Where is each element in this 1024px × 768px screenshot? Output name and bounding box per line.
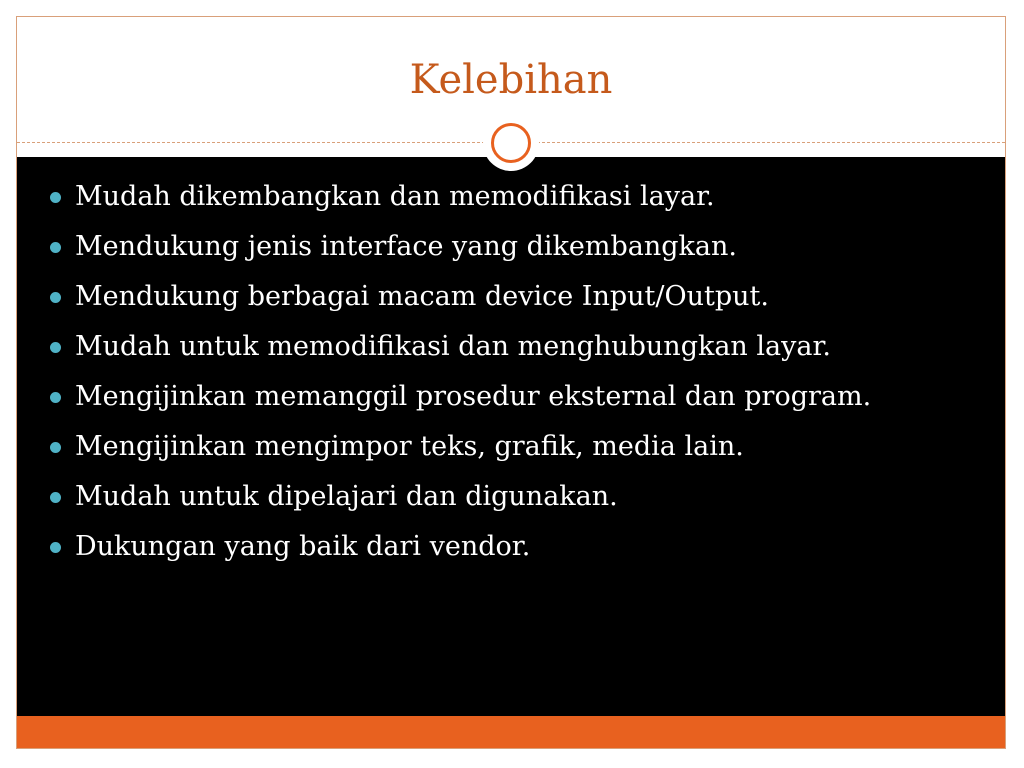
circle-ring-icon: [483, 115, 539, 171]
bullet-text: Mudah untuk memodifikasi dan menghubungkan layar.: [75, 331, 832, 362]
bullet-dot-icon: [50, 392, 61, 403]
bullet-dot-icon: [50, 492, 61, 503]
bullet-list: [47, 177, 967, 577]
bullet-text: Mudah dikembangkan dan memodifikasi layar.: [75, 181, 715, 212]
bullet-text: Mudah untuk dipelajari dan digunakan.: [75, 481, 618, 512]
list-item: [47, 377, 967, 417]
bullet-dot-icon: [50, 242, 61, 253]
bullet-dot-icon: [50, 442, 61, 453]
bullet-text: Mendukung berbagai macam device Input/Output.: [75, 281, 769, 312]
bullet-dot-icon: [50, 192, 61, 203]
list-item: [47, 227, 967, 267]
bullet-text: Mengijinkan memanggil prosedur eksternal dan program.: [75, 381, 872, 412]
bullet-text: Mendukung jenis interface yang dikembangkan.: [75, 231, 737, 262]
bullet-dot-icon: [50, 292, 61, 303]
circle-ring-inner: [491, 123, 531, 163]
list-item: [47, 477, 967, 517]
list-item: [47, 277, 967, 317]
bullet-text: Mengijinkan mengimpor teks, grafik, media lain.: [75, 431, 744, 462]
list-item: [47, 327, 967, 367]
footer-bar: [17, 716, 1005, 749]
bullet-dot-icon: [50, 542, 61, 553]
list-item: [47, 527, 967, 567]
list-item: [47, 177, 967, 217]
list-item: [47, 427, 967, 467]
bullet-text: Dukungan yang baik dari vendor.: [75, 531, 531, 562]
slide-title: Kelebihan: [409, 57, 613, 103]
slide: [16, 16, 1006, 749]
bullet-dot-icon: [50, 342, 61, 353]
